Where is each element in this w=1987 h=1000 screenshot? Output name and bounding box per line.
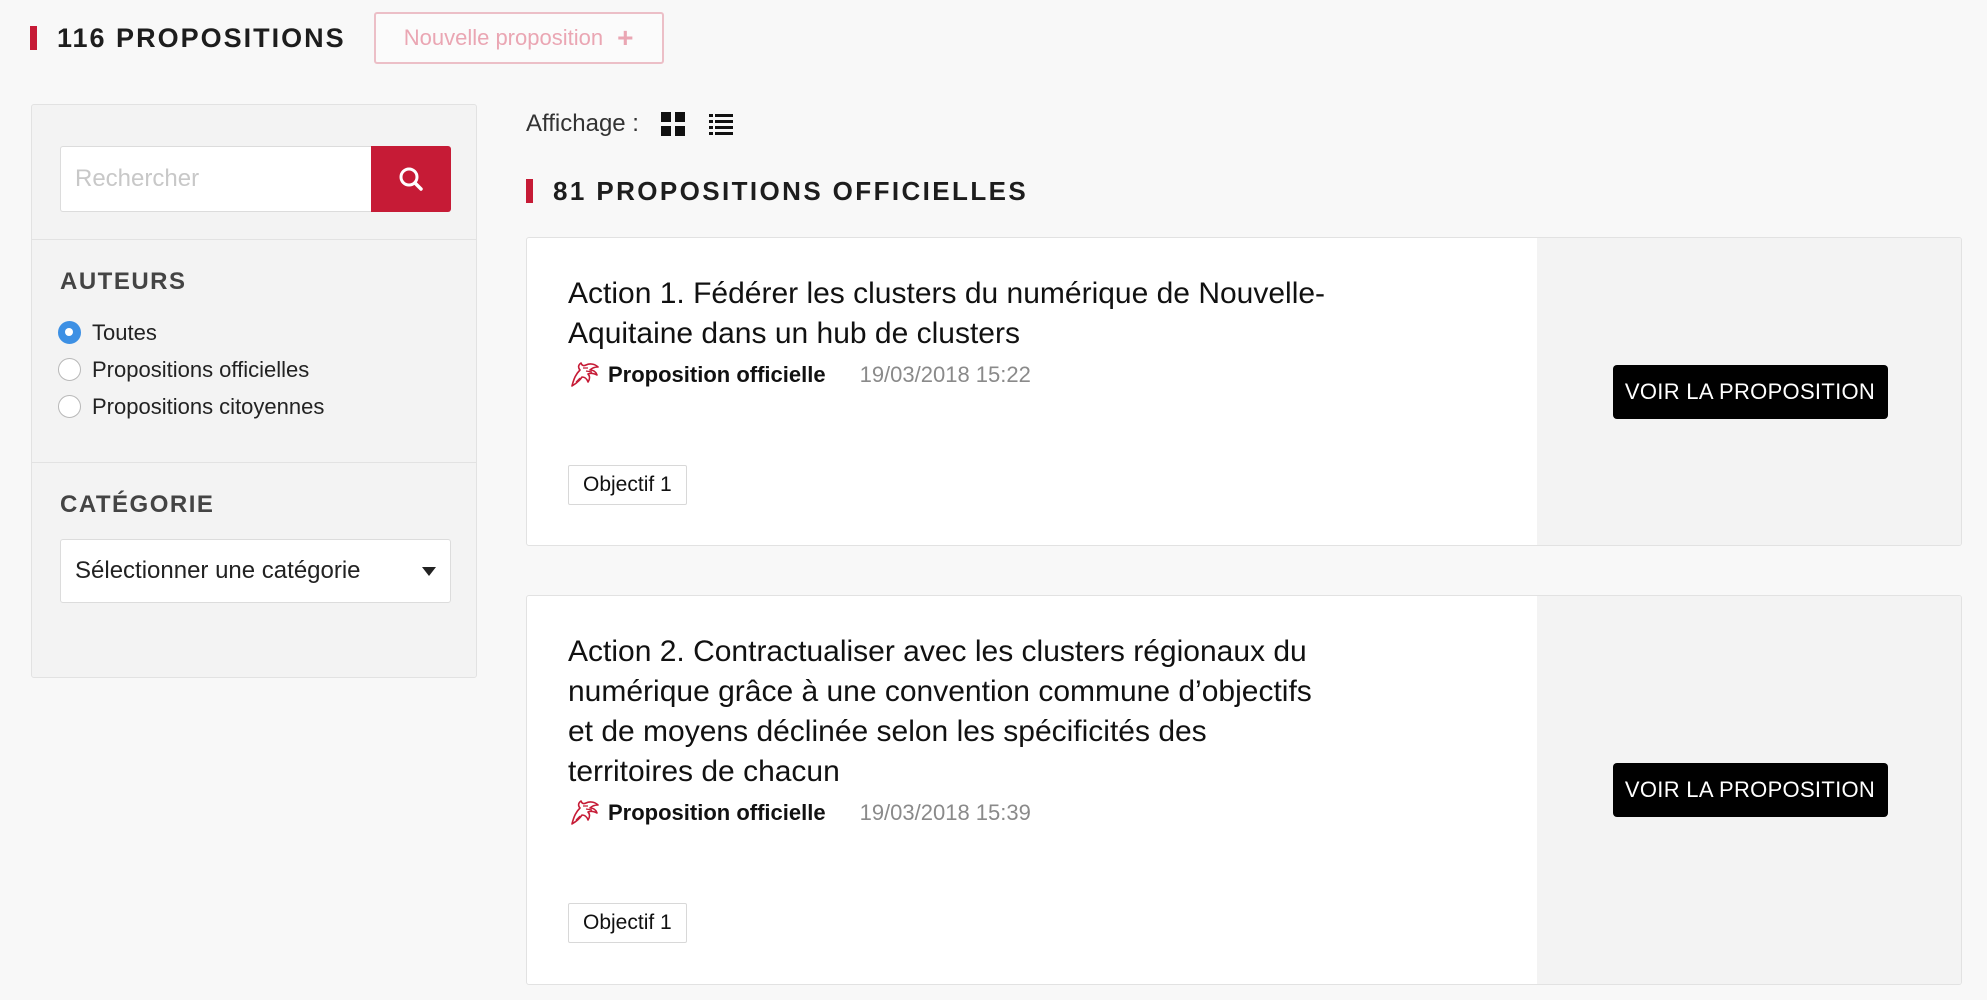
radio-option-citoyennes[interactable] (60, 388, 448, 425)
radio-option-toutes[interactable] (60, 314, 448, 351)
radio-label: Toutes (92, 319, 157, 345)
griffin-icon (568, 798, 600, 828)
new-proposal-button[interactable] (374, 12, 664, 64)
view-proposal-button[interactable]: VOIR LA PROPOSITION (1613, 763, 1888, 817)
griffin-icon (568, 360, 600, 390)
plus-icon: + (617, 22, 634, 53)
search-button[interactable] (371, 146, 451, 212)
section-accent-bar (526, 179, 533, 203)
page-header (30, 12, 664, 64)
proposal-meta (568, 798, 1328, 828)
proposal-card-content (568, 632, 1328, 828)
chevron-down-icon (422, 567, 436, 576)
proposal-card (526, 237, 1962, 546)
proposal-card-side (1537, 238, 1961, 545)
proposal-date: 19/03/2018 15:39 (859, 800, 1031, 825)
view-toggle (526, 104, 733, 144)
radio-button-citoyennes[interactable] (58, 395, 81, 418)
proposal-title[interactable]: Action 1. Fédérer les clusters du numérique de Nouvelle-Aquitaine dans un hub de clusters (568, 277, 1326, 350)
page-title: 116 PROPOSITIONS (57, 22, 346, 53)
grid-view-icon[interactable] (661, 112, 685, 136)
list-view-icon[interactable] (709, 113, 733, 135)
proposal-title[interactable]: Action 2. Contractualiser avec les clusters régionaux du numérique grâce à une convention commune d’objectifs et de moyens déclinée selon les spécificités des territoires de chacun (568, 635, 1312, 788)
search-section (32, 105, 476, 240)
proposal-author: Proposition officielle (608, 362, 826, 387)
view-proposal-button[interactable]: VOIR LA PROPOSITION (1613, 365, 1888, 419)
section-header (526, 176, 1028, 206)
new-proposal-label: Nouvelle proposition (403, 25, 604, 50)
category-select-value: Sélectionner une catégorie (75, 557, 361, 584)
category-title: CATÉGORIE (60, 491, 215, 518)
filter-sidebar (31, 104, 477, 678)
category-filter (32, 463, 476, 603)
radio-label: Propositions officielles (92, 356, 310, 382)
radio-option-officielles[interactable] (60, 351, 448, 388)
proposal-meta (568, 360, 1328, 390)
radio-label: Propositions citoyennes (92, 393, 325, 419)
proposal-card-content (568, 274, 1328, 390)
proposal-tag: Objectif 1 (568, 903, 687, 943)
proposal-card-side (1537, 596, 1961, 984)
radio-button-toutes[interactable] (58, 321, 81, 344)
title-accent-bar (30, 26, 37, 50)
view-label: Affichage : (526, 110, 639, 137)
search-icon (398, 166, 424, 192)
proposal-card (526, 595, 1962, 985)
category-select[interactable] (60, 539, 451, 603)
proposal-author: Proposition officielle (608, 800, 826, 825)
authors-title: AUTEURS (60, 268, 187, 295)
authors-filter (32, 240, 476, 463)
section-title: 81 PROPOSITIONS OFFICIELLES (553, 175, 1029, 206)
proposal-date: 19/03/2018 15:22 (859, 362, 1031, 387)
search-input[interactable] (60, 146, 372, 212)
proposal-tag: Objectif 1 (568, 465, 687, 505)
radio-button-officielles[interactable] (58, 358, 81, 381)
